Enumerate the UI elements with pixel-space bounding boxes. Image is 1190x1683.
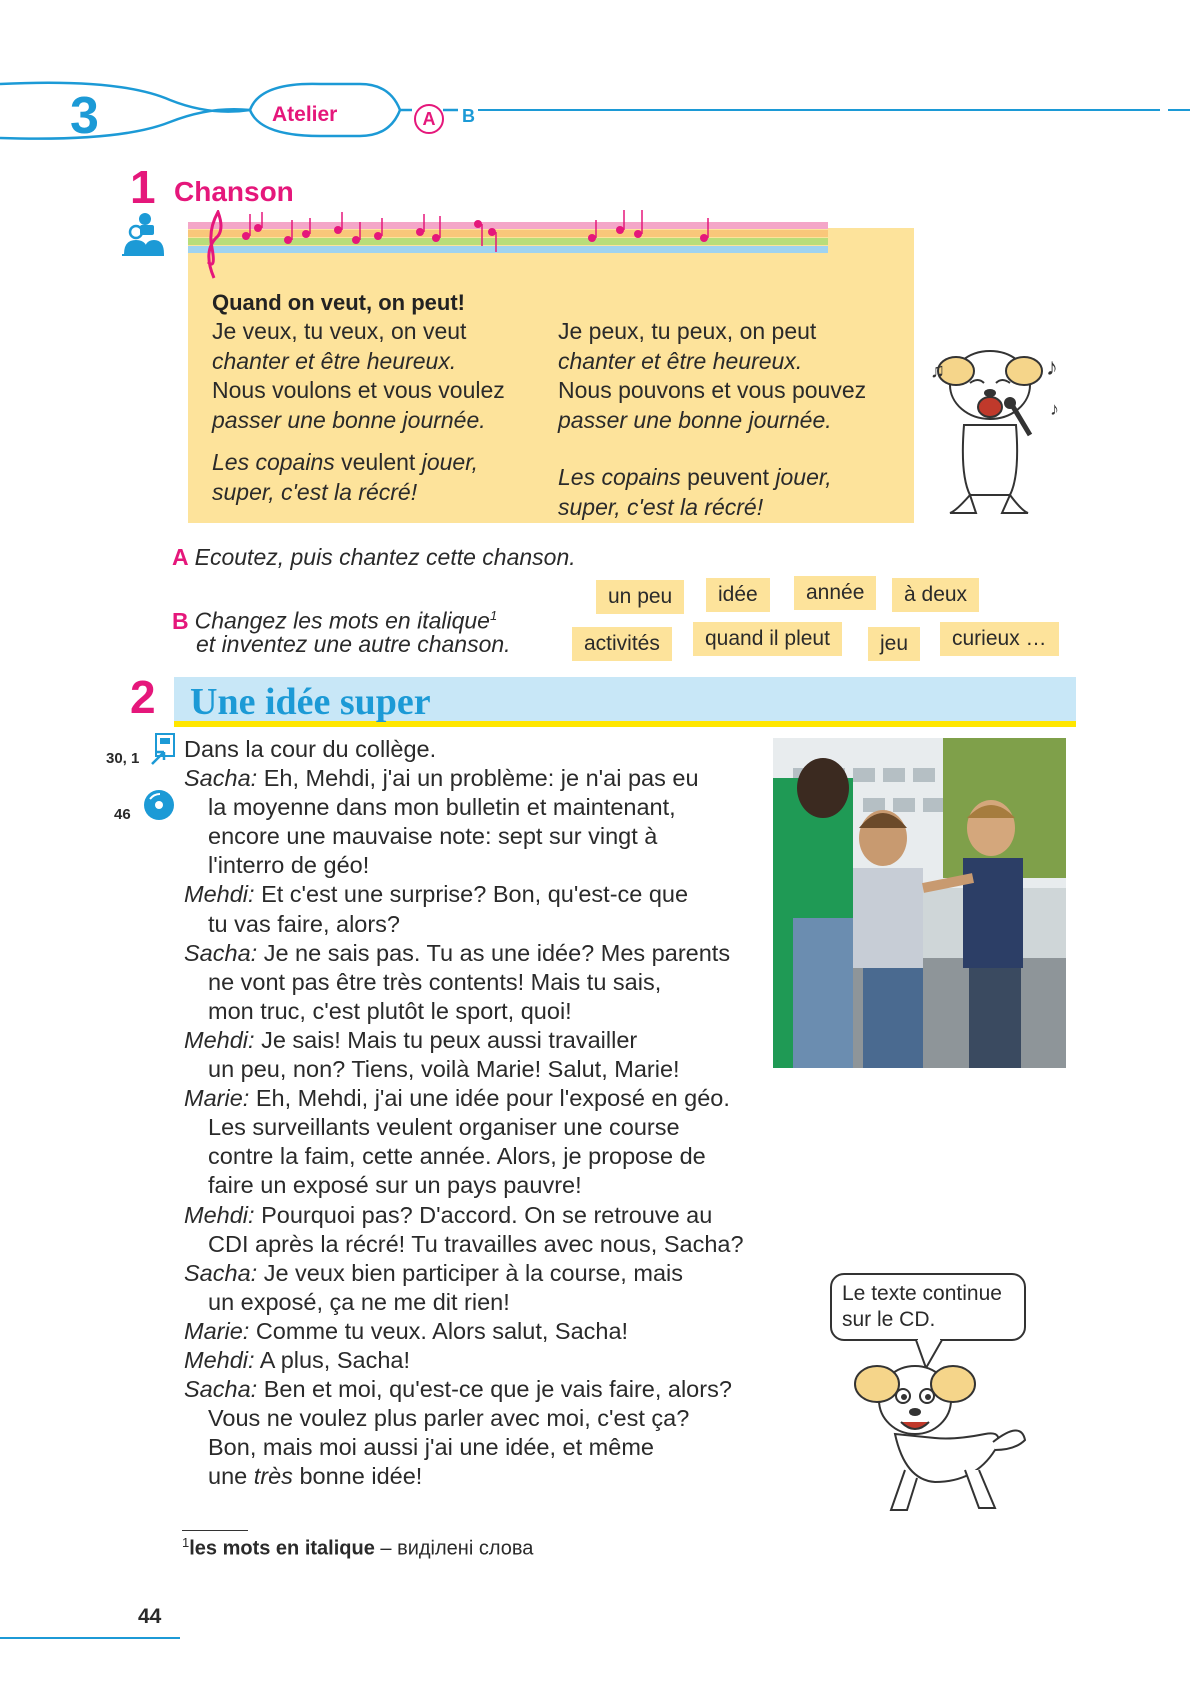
word-chip: idée bbox=[706, 578, 770, 612]
dialogue-line: un peu, non? Tiens, voilà Marie! Salut, Marie! bbox=[208, 1056, 680, 1083]
song-verse-left-2 bbox=[212, 448, 542, 507]
singing-dog-illustration bbox=[930, 335, 1070, 520]
verse-line: passer une bonne journée. bbox=[212, 406, 486, 433]
unit-number: 3 bbox=[70, 87, 99, 145]
verse-line: super, c'est la récré! bbox=[212, 478, 418, 505]
dialogue-line: Sacha: Eh, Mehdi, j'ai un problème: je n'ai pas eu bbox=[184, 765, 699, 792]
bubble-line: Le texte continue bbox=[842, 1282, 1002, 1305]
song-verse-left-1 bbox=[212, 317, 542, 435]
instruction-b: B Changez les mots en italique$^1$ bbox=[172, 607, 498, 634]
instruction-a: A Ecoutez, puis chantez cette chanson. bbox=[172, 544, 576, 570]
word-chip: curieux … bbox=[940, 622, 1059, 656]
cd-track-number: 46 bbox=[114, 806, 131, 823]
dialogue-line: Les surveillants veulent organiser une course bbox=[208, 1114, 680, 1141]
song-verse-right-2 bbox=[558, 463, 908, 522]
svg-text:♪: ♪ bbox=[1046, 354, 1058, 381]
workbook-reference: 30, 1 bbox=[106, 750, 140, 767]
dialogue-line: faire un exposé sur un pays pauvre! bbox=[208, 1172, 582, 1199]
verse-line: Je veux, tu veux, on veut bbox=[212, 318, 467, 344]
speech-bubble bbox=[830, 1273, 1026, 1341]
atelier-label: Atelier bbox=[272, 103, 338, 126]
dialogue-line: Mehdi: A plus, Sacha! bbox=[184, 1346, 411, 1373]
bubble-line: sur le CD. bbox=[842, 1308, 936, 1331]
verse-line: super, c'est la récré! bbox=[558, 493, 764, 520]
dialogue-line: Marie: Comme tu veux. Alors salut, Sacha! bbox=[184, 1317, 629, 1344]
talking-dog-illustration bbox=[845, 1350, 1035, 1520]
dialogue-line: Sacha: Je veux bien participer à la course, mais bbox=[184, 1259, 683, 1286]
verse-line: Je peux, tu peux, on peut bbox=[558, 318, 817, 344]
dialogue-line: un exposé, ça ne me dit rien! bbox=[208, 1288, 510, 1315]
word-chip: quand il pleut bbox=[693, 622, 842, 656]
workbook-icon bbox=[150, 732, 176, 766]
dialogue-line: CDI après la récré! Tu travailles avec nous, Sacha? bbox=[208, 1230, 744, 1257]
dialogue-line: tu vas faire, alors? bbox=[208, 910, 401, 937]
verse-line: Les copains veulent jouer, bbox=[212, 449, 478, 475]
dialogue-line: mon truc, c'est plutôt le sport, quoi! bbox=[208, 997, 572, 1024]
pair-work-icon bbox=[120, 210, 166, 258]
dialogue-line: Mehdi: Je sais! Mais tu peux aussi travailler bbox=[184, 1026, 638, 1053]
svg-text:♫: ♫ bbox=[930, 360, 945, 382]
verse-line: passer une bonne journée. bbox=[558, 406, 832, 433]
word-chip: à deux bbox=[892, 578, 979, 612]
option-a-badge: A bbox=[414, 104, 444, 134]
section-2-title: Une idée super bbox=[190, 681, 431, 723]
dialogue-line: Vous ne voulez plus parler avec moi, c'est ça? bbox=[208, 1405, 690, 1432]
verse-line: Nous voulons et vous voulez bbox=[212, 377, 505, 403]
chapter-header-band bbox=[0, 70, 1190, 150]
dialogue-text bbox=[184, 735, 764, 1491]
cd-icon bbox=[142, 788, 176, 822]
verse-line: Les copains peuvent jouer, bbox=[558, 464, 832, 490]
dialogue-line: Marie: Eh, Mehdi, j'ai une idée pour l'exposé en géo. bbox=[184, 1085, 730, 1112]
dialogue-line: Mehdi: Et c'est une surprise? Bon, qu'est-ce que bbox=[184, 881, 689, 908]
dialogue-line: ne vont pas être très contents! Mais tu sais, bbox=[208, 968, 662, 995]
word-chip: un peu bbox=[596, 580, 684, 614]
footnote-rule bbox=[182, 1530, 248, 1531]
dialogue-line: Sacha: Ben et moi, qu'est-ce que je vais faire, alors? bbox=[184, 1376, 732, 1403]
dialogue-line: Bon, mais moi aussi j'ai une idée, et même bbox=[208, 1434, 654, 1461]
footnote: $^1$les mots en italique – виділені слова bbox=[182, 1535, 534, 1560]
dialogue-line: Sacha: Je ne sais pas. Tu as une idée? Mes parents bbox=[184, 939, 731, 966]
word-chip: jeu bbox=[868, 627, 920, 661]
section-2-number: 2 bbox=[130, 671, 156, 723]
verse-line: chanter et être heureux. bbox=[558, 347, 803, 374]
page-number-rule bbox=[0, 1637, 180, 1639]
word-chip: année bbox=[794, 576, 876, 610]
song-verse-right-1 bbox=[558, 317, 908, 435]
dialogue-line: encore une mauvaise note: sept sur vingt à bbox=[208, 823, 658, 850]
word-chip: activités bbox=[572, 627, 672, 661]
section-1-title: Chanson bbox=[174, 176, 294, 207]
dialogue-narration: Dans la cour du collège. bbox=[184, 736, 437, 762]
verse-line: chanter et être heureux. bbox=[212, 347, 457, 374]
dialogue-line: l'interro de géo! bbox=[208, 852, 370, 879]
dialogue-line: une très bonne idée! bbox=[208, 1463, 423, 1490]
dialogue-line: Mehdi: Pourquoi pas? D'accord. On se retrouve au bbox=[184, 1201, 713, 1228]
song-title: Quand on veut, on peut! bbox=[212, 290, 465, 315]
svg-text:♪: ♪ bbox=[1050, 399, 1059, 419]
option-b-label: B bbox=[462, 106, 475, 126]
page-number: 44 bbox=[138, 1605, 162, 1628]
dialogue-line: contre la faim, cette année. Alors, je propose de bbox=[208, 1143, 706, 1170]
music-staff-decoration bbox=[188, 210, 828, 290]
students-photo bbox=[773, 738, 1066, 1068]
verse-line: Nous pouvons et vous pouvez bbox=[558, 377, 867, 403]
instruction-b-line2: et inventez une autre chanson. bbox=[196, 631, 511, 657]
section-1-number: 1 bbox=[130, 161, 156, 213]
dialogue-line: la moyenne dans mon bulletin et maintenant, bbox=[208, 794, 676, 821]
